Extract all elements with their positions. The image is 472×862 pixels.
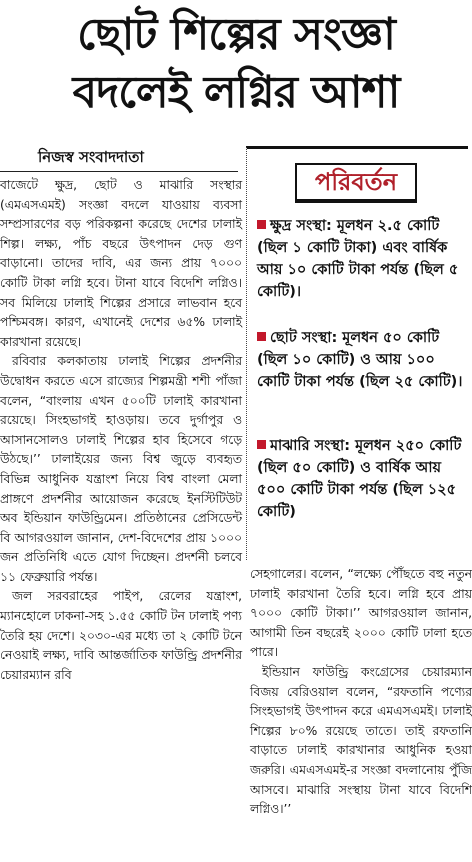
sidebar-item-label: ছোট সংস্থা: bbox=[270, 330, 338, 346]
sidebar-item-text: মূলধন ৫০ কোটি (ছিল ১০ কোটি) ও আয় ১০০ কোটি টাকা পর্যন্ত (ছিল ২৫ কোটি)। bbox=[257, 330, 463, 390]
article-paragraph: রবিবার কলকাতায় ঢালাই শিল্পের প্রদর্শনীর উদ্বোধন করতে এসে রাজ্যের শিল্পমন্ত্রী শশী পাঁজা বলেন, “বাংলায় এখন ৫০০টি ঢালাই কারখানা রয়েছে। সিংহভাগই হাওড়ায়। তবে দুর্গাপুর ও আসানসোলও ঢালাই শিল্পের হাব হিসেবে গড়ে উঠছে।’’ ঢালাইয়ের জন্য বিশ্ব জুড়ে ব্যবহৃত বিভিন্ন আধুনিক যন্ত্রাংশ নিয়ে বিশ্ব বাংলা মেলা প্রাঙ্গণে প্রদর্শনীর আয়োজন করেছে ইনস্টিটিউট অব ইন্ডিয়ান ফাউন্ড্রিমেন। প্রতিষ্ঠানের প্রেসিডেন্ট বি আগরওয়াল জানান, দেশ-বিদেশের প্রায় ১০০০ জন প্রতিনিধি এতে যোগ দিচ্ছেন। প্রদর্শনী চলবে ১১ ফেব্রুয়ারি পর্যন্ত। bbox=[0, 354, 242, 584]
square-bullet-icon bbox=[257, 440, 266, 449]
byline-divider bbox=[0, 171, 238, 172]
sidebar-item-small bbox=[257, 327, 467, 393]
sidebar-item-medium bbox=[257, 435, 467, 523]
square-bullet-icon bbox=[257, 332, 266, 341]
article-paragraph: বাজেটে ক্ষুদ্র, ছোট ও মাঝারি সংস্থার (এমএসএমই) সংজ্ঞা বদলে যাওয়ায় ব্যবসা সম্প্রসারণের বড় পরিকল্পনা করেছে দেশের ঢালাই শিল্প। লক্ষ্য, পাঁচ বছরে উৎপাদন দেড় গুণ বাড়ানো। তাদের দাবি, এর জন্য প্রায় ৭০০০ কোটি টাকা লগ্নি হবে। টানা যাবে বিদেশি লগ্নিও। সব মিলিয়ে ঢালাই শিল্পের প্রসারে লাভবান হবে পশ্চিমবঙ্গ। কারণ, এখানেই দেশের ৬৫% ঢালাই কারখানা রয়েছে। bbox=[0, 178, 242, 349]
article-column-right bbox=[250, 565, 472, 820]
headline bbox=[0, 6, 472, 122]
article-column-left bbox=[0, 176, 242, 685]
article-paragraph: সেহগালের। বলেন, “লক্ষ্যে পৌঁছতে বহু নতুন ঢালাই কারখানা তৈরি হবে। লগ্নি হবে প্রায় ৭০০০ কোটি টাকা।’’ আগরওয়াল জানান, আগামী তিন বছরেই ২০০০ কোটি ঢালা হতে পারে। bbox=[250, 567, 472, 660]
sidebar-title: পরিবর্তন bbox=[314, 168, 398, 196]
article-paragraph: জল সরবরাহের পাইপ, রেলের যন্ত্রাংশ, ম্যানহোলে ঢাকনা-সহ ১.৫৫ কোটি টন ঢালাই পণ্য তৈরি হয় দেশে। ২০৩০-এর মধ্যে তা ২ কোটি টনে নেওয়াই লক্ষ্য, দাবি আন্তর্জাতিক ফাউন্ড্রি প্রদর্শনীর চেয়ারম্যান রবি bbox=[0, 589, 242, 682]
article-paragraph: ইন্ডিয়ান ফাউন্ড্রি কংগ্রেসের চেয়ারম্যান বিজয় বেরিওয়াল বলেন, “রফতানি পণ্যের সিংহভাগই উৎপাদন করে এমএসএমই। ঢালাই শিল্পের ৮০% রয়েছে তাতে। তাই রফতানি বাড়াতে ঢালাই কারখানার আধুনিক হওয়া জরুরি। এমএসএমই-র সংজ্ঞা বদলানোয় পুঁজি আসবে। মাঝারি সংস্থায় টানা যাবে বিদেশি লগ্নিও।’’ bbox=[250, 664, 472, 817]
sidebar-item-text: মূলধন ২৫০ কোটি (ছিল ৫০ কোটি) ও বার্ষিক আয় ৫০০ কোটি টাকা পর্যন্ত (ছিল ১২৫ কোটি) bbox=[257, 438, 462, 520]
byline: নিজস্ব সংবাদদাতা bbox=[38, 148, 144, 166]
sidebar-item-text: মূলধন ২.৫ কোটি (ছিল ১ কোটি টাকা) এবং বার্ষিক আয় ১০ কোটি টাকা পর্যন্ত (ছিল ৫ কোটি)। bbox=[257, 218, 459, 300]
headline-line-1: ছোট শিল্পের সংজ্ঞা bbox=[77, 9, 395, 60]
sidebar-box bbox=[246, 146, 468, 560]
sidebar-item-micro bbox=[257, 215, 467, 303]
sidebar-item-label: ক্ষুদ্র সংস্থা: bbox=[270, 218, 332, 234]
sidebar-item-label: মাঝারি সংস্থা: bbox=[270, 438, 351, 454]
headline-line-2: বদলেই লগ্নির আশা bbox=[72, 67, 400, 118]
sidebar-title-frame bbox=[295, 163, 417, 203]
square-bullet-icon bbox=[257, 220, 266, 229]
